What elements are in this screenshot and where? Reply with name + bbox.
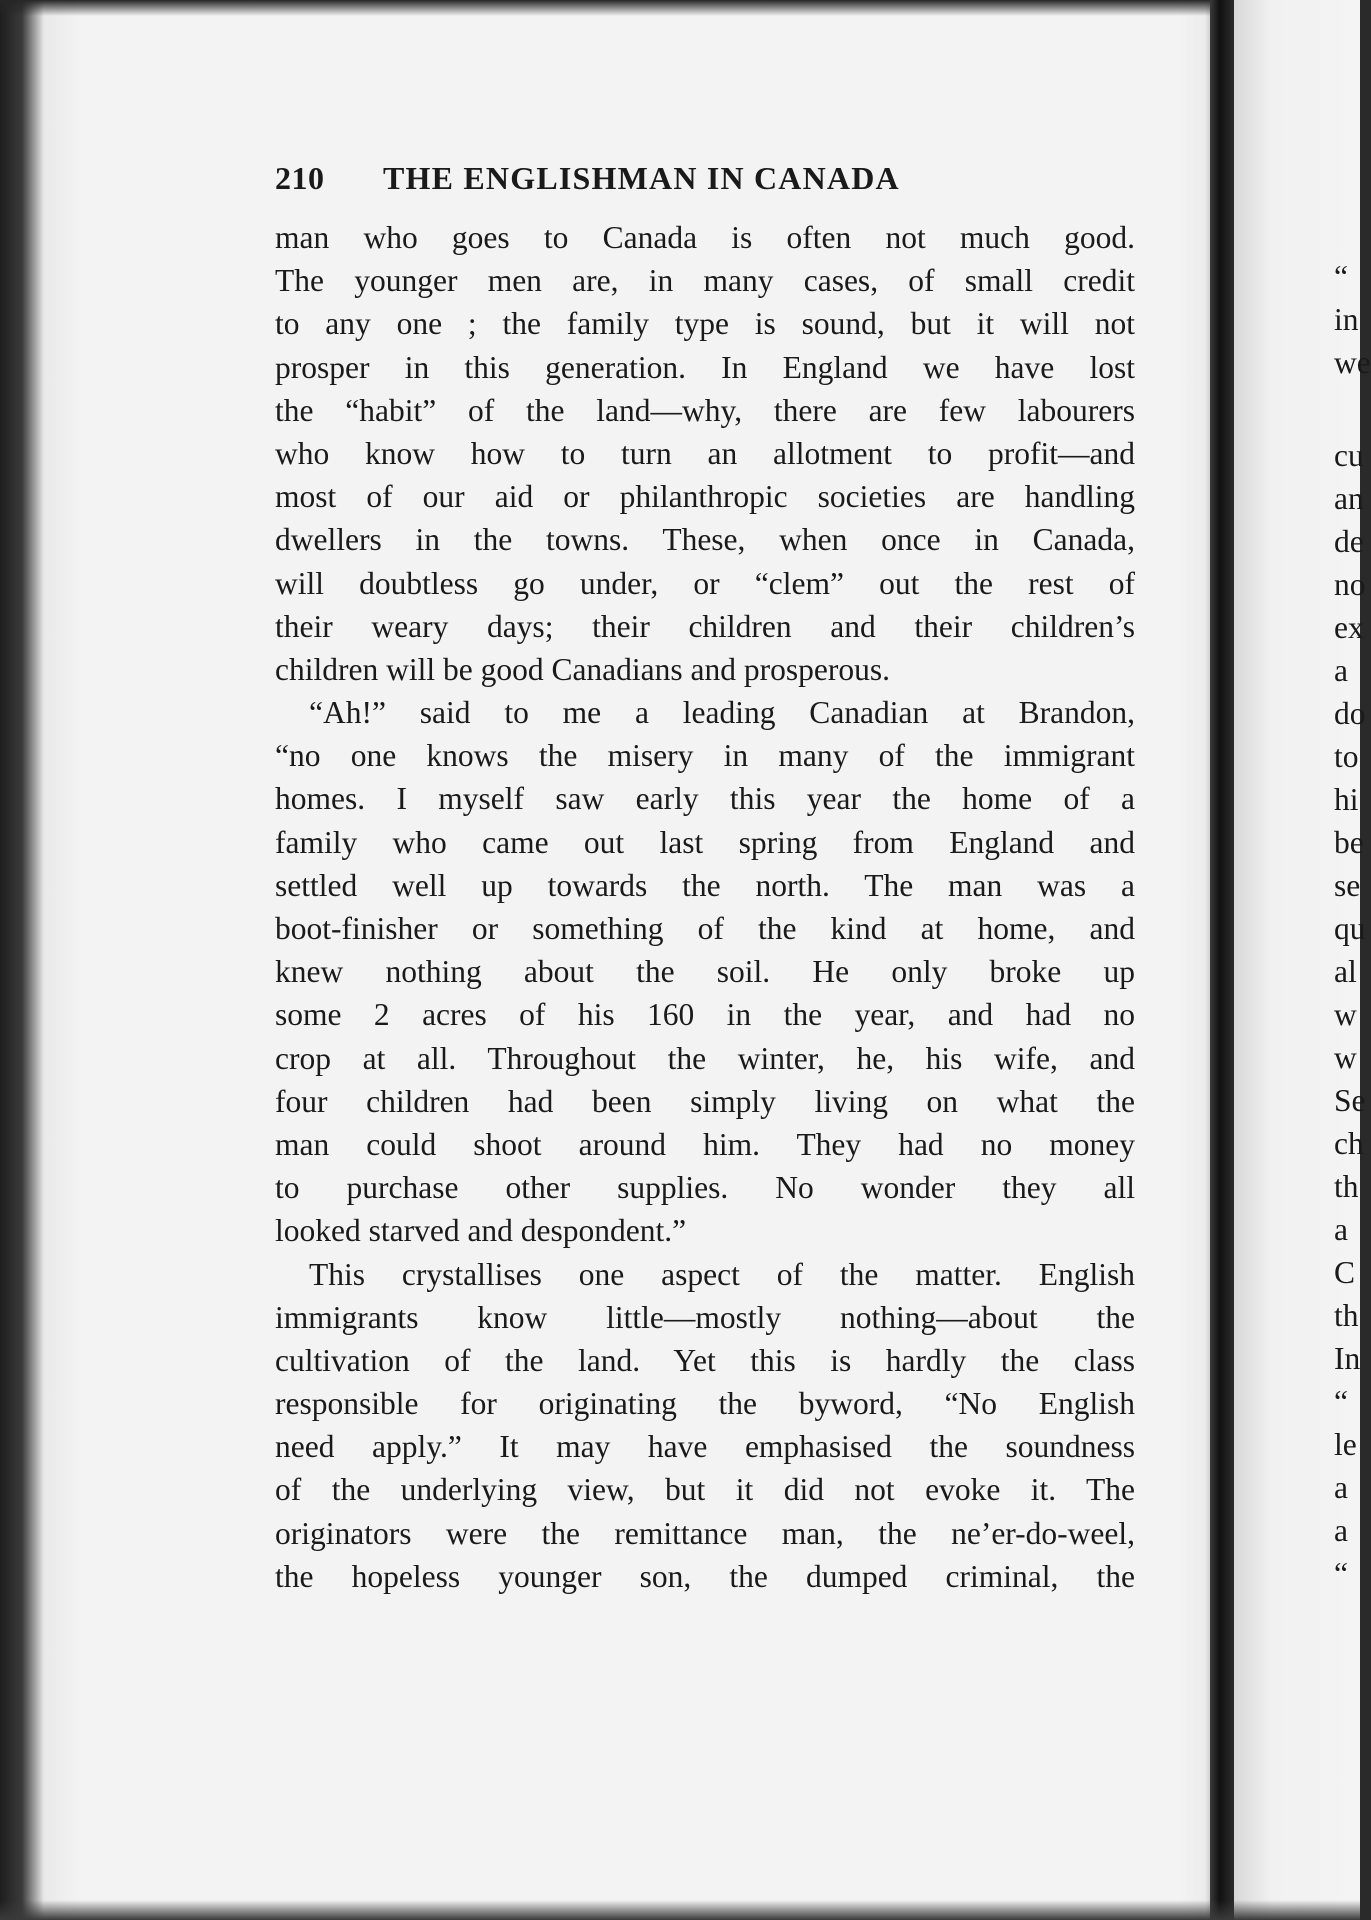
text-line: looked starved and despondent.”: [275, 1213, 687, 1249]
facing-page-fragment: a: [1334, 1212, 1348, 1247]
text-line: “Ah!” said to me a leading Canadian at Brandon,: [309, 695, 1135, 731]
text-line: their weary days; their children and their children’s: [275, 608, 1135, 644]
facing-page-fragment: In: [1334, 1341, 1361, 1376]
book-gutter: [1210, 0, 1234, 1920]
text-line: homes. I myself saw early this year the home of a: [275, 781, 1135, 817]
text-line: boot-finisher or something of the kind at home, and: [275, 911, 1135, 946]
text-line: who know how to turn an allotment to profit—and: [275, 435, 1135, 471]
facing-page-fragment: be: [1334, 825, 1364, 860]
facing-page-fragment: le: [1334, 1427, 1357, 1462]
body-text: [275, 216, 1135, 1598]
bottom-edge: [0, 1900, 1360, 1920]
facing-page-fragment: al: [1334, 954, 1357, 989]
facing-page-fragment: a: [1334, 1513, 1348, 1548]
facing-page-fragment: do: [1334, 696, 1366, 731]
text-line: prosper in this generation. In England we have lost: [275, 349, 1135, 385]
text-line: The younger men are, in many cases, of small credit: [275, 263, 1135, 299]
text-line: need apply.” It may have emphasised the soundness: [275, 1429, 1135, 1465]
text-line: settled well up towards the north. The man was a: [275, 867, 1135, 903]
text-line: most of our aid or philanthropic societies are handling: [275, 479, 1135, 515]
text-line: crop at all. Throughout the winter, he, his wife, and: [275, 1040, 1135, 1076]
facing-page-fragment: cu: [1334, 438, 1364, 473]
facing-page-fragment: se: [1334, 868, 1361, 903]
facing-page-fragment: a: [1334, 653, 1348, 688]
facing-page-fragment: th: [1334, 1298, 1359, 1333]
facing-page-fragment: ch: [1334, 1126, 1364, 1161]
facing-page-fragment: an: [1334, 481, 1364, 516]
text-line: cultivation of the land. Yet this is hardly the class: [275, 1342, 1135, 1378]
text-line: of the underlying view, but it did not evoke it. The: [275, 1472, 1135, 1508]
running-head: [275, 160, 1135, 214]
text-line: This crystallises one aspect of the matter. English: [309, 1256, 1135, 1292]
text-line: four children had been simply living on what the: [275, 1083, 1135, 1119]
text-line: to any one ; the family type is sound, but it will not: [275, 306, 1135, 342]
text-line: man who goes to Canada is often not much good.: [275, 220, 1135, 255]
facing-page-fragment: in: [1334, 302, 1359, 337]
text-line: man could shoot around him. They had no money: [275, 1126, 1135, 1162]
facing-page-fragment: “: [1334, 259, 1348, 294]
facing-page-fragment: C: [1334, 1255, 1356, 1290]
text-line: to purchase other supplies. No wonder they all: [275, 1170, 1135, 1206]
facing-page-fragment: “: [1334, 1384, 1348, 1419]
text-line: the hopeless younger son, the dumped criminal, the: [275, 1558, 1135, 1594]
text-line: some 2 acres of his 160 in the year, and had no: [275, 997, 1135, 1033]
text-line: knew nothing about the soil. He only broke up: [275, 954, 1135, 990]
facing-page-fragment: w: [1334, 997, 1357, 1032]
book-page: [275, 160, 1135, 1598]
top-shadow: [0, 0, 1360, 16]
text-line: family who came out last spring from England and: [275, 824, 1135, 860]
facing-page-fragment: de: [1334, 524, 1364, 559]
facing-page-fragment: to: [1334, 739, 1359, 774]
text-line: dwellers in the towns. These, when once in Canada,: [275, 522, 1135, 558]
facing-page-fragment: w: [1334, 1040, 1357, 1075]
text-line: will doubtless go under, or “clem” out the rest of: [275, 565, 1135, 601]
text-line: children will be good Canadians and prosperous.: [275, 651, 890, 687]
page-number: 210: [275, 160, 325, 196]
facing-page-fragment: th: [1334, 1169, 1359, 1204]
facing-page-fragment: qu: [1334, 911, 1366, 946]
text-line: “no one knows the misery in many of the immigrant: [275, 738, 1135, 774]
facing-page-fragment: “: [1334, 1556, 1348, 1591]
facing-page-fragment: a: [1334, 1470, 1348, 1505]
facing-page-fragment: we: [1334, 345, 1371, 380]
facing-page-fragment: Se: [1334, 1083, 1366, 1118]
text-line: responsible for originating the byword, “No English: [275, 1386, 1135, 1422]
facing-page-fragment: no: [1334, 567, 1366, 602]
text-line: immigrants know little—mostly nothing—about the: [275, 1299, 1135, 1335]
facing-page-fragment: ex: [1334, 610, 1364, 645]
running-title: THE ENGLISHMAN IN CANADA: [383, 160, 900, 196]
text-line: originators were the remittance man, the ne’er-do-weel,: [275, 1515, 1135, 1551]
facing-page-fragment: hi: [1334, 782, 1359, 817]
text-line: the “habit” of the land—why, there are few labourers: [275, 392, 1135, 428]
